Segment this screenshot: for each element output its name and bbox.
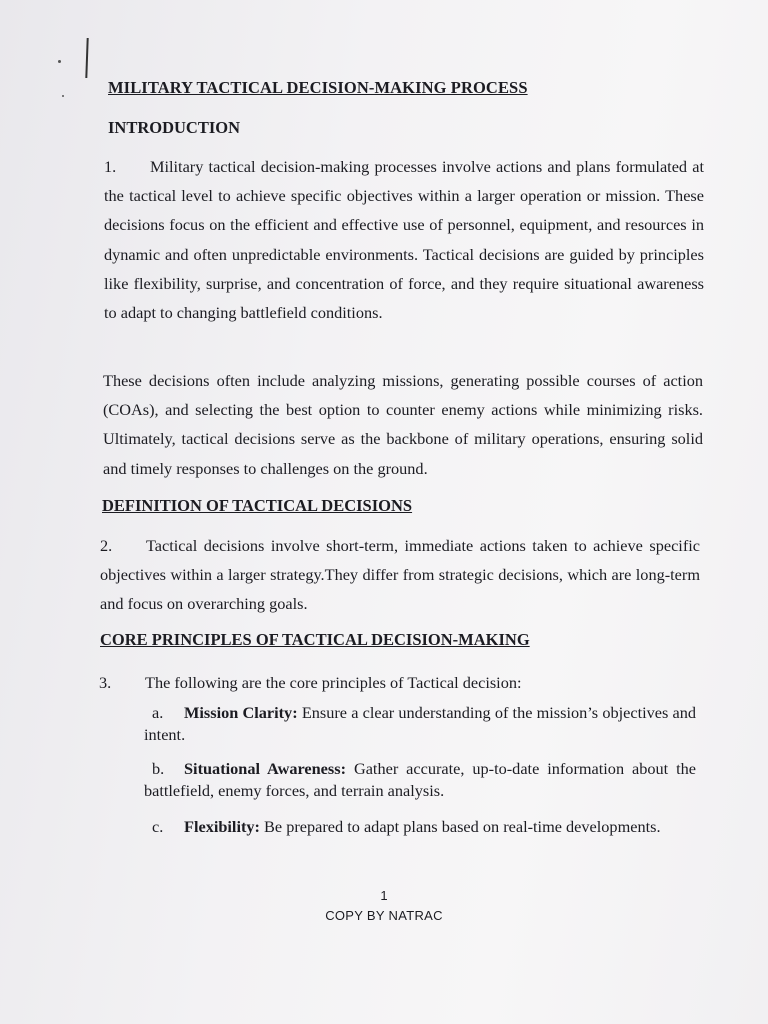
footer-text: COPY BY NATRAC — [325, 908, 443, 923]
paragraph-number: 2. — [100, 536, 113, 555]
paragraph-3 — [99, 668, 699, 697]
definition-heading: DEFINITION OF TACTICAL DECISIONS — [102, 496, 413, 515]
paragraph-2 — [100, 531, 700, 619]
item-letter: c. — [152, 817, 164, 836]
introduction-heading: INTRODUCTION — [108, 118, 241, 137]
item-term: Mission Clarity: — [184, 703, 298, 722]
paragraph-1 — [104, 152, 704, 327]
item-text: Be prepared to adapt plans based on real-time developments. — [264, 817, 661, 836]
paragraph-text: Tactical decisions involve short-term, immediate actions taken to achieve specific objectives within a larger strategy.They differ from strategic decisions, which are long-term and focus on overarching goals. — [100, 536, 700, 614]
principle-item-b — [144, 758, 696, 802]
paragraph-number: 3. — [99, 673, 112, 692]
item-term: Flexibility: — [184, 817, 260, 836]
core-principles-heading: CORE PRINCIPLES OF TACTICAL DECISION-MAKING — [100, 630, 530, 649]
paragraph-number: 1. — [104, 157, 117, 176]
item-text: Ensure a clear understanding of the mission’s objectives and intent. — [144, 703, 697, 744]
paper-speck — [62, 95, 64, 97]
item-letter: b. — [152, 759, 165, 778]
page-number: 1 — [380, 888, 388, 903]
paragraph-1-continued: These decisions often include analyzing missions, generating possible courses of action (COAs), and selecting the best option to counter enemy actions while minimizing risks. Ultimately, tactical decisions serve as the backbone of military operations, ensuring solid and timely responses to challenges on the ground. — [103, 371, 703, 478]
item-term: Situational Awareness: — [184, 759, 347, 778]
item-text: Gather accurate, up-to-date information about the battlefield, enemy forces, and terrain analysis. — [144, 759, 696, 800]
principle-item-c — [144, 812, 696, 842]
paragraph-text: The following are the core principles of Tactical decision: — [145, 673, 522, 692]
principle-item-a — [144, 702, 696, 746]
paper-speck — [58, 60, 61, 63]
item-letter: a. — [152, 703, 164, 722]
document-title: MILITARY TACTICAL DECISION-MAKING PROCESS — [108, 78, 528, 97]
margin-pen-mark — [85, 38, 88, 78]
paragraph-text: Military tactical decision-making processes involve actions and plans formulated at the tactical level to achieve specific objectives within a larger operation or mission. These decisions focus on the efficient and effective use of personnel, equipment, and resources in dynamic and often unpredictable environments. Tactical decisions are guided by principles like flexibility, surprise, and concentration of force, and they require situational awareness to adapt to changing battlefield conditions. — [104, 157, 704, 323]
